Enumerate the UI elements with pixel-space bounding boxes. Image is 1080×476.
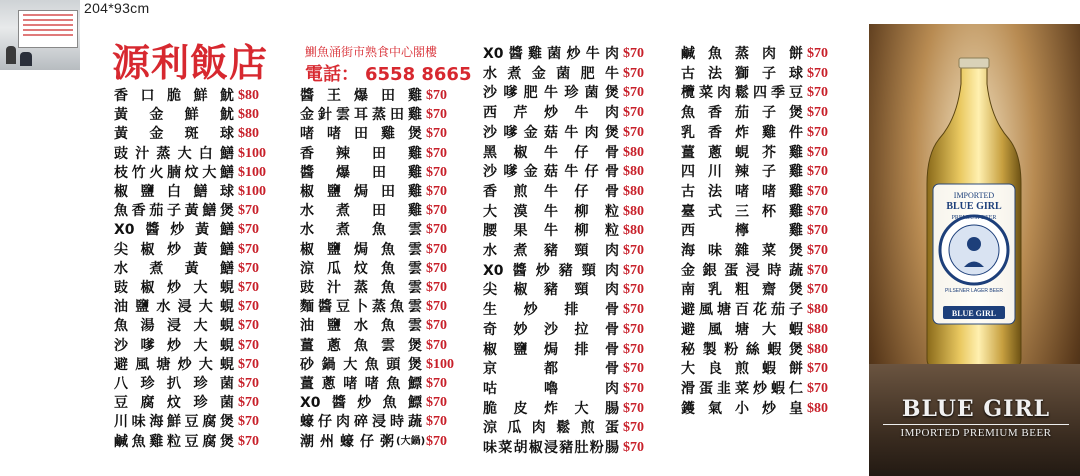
menu-item-name: 四川辣子雞 [681,164,803,181]
menu-item-price: $70 [807,144,828,160]
menu-item-name: 啫啫田雞煲 [300,126,422,143]
menu-item-name: 西檸雞 [681,223,803,240]
menu-item-price: $100 [238,145,266,161]
menu-item-name: 避風塘大蝦 [681,321,803,338]
menu-item-name: 欖菜肉鬆四季豆 [681,85,803,102]
menu-item-price: $80 [623,203,644,219]
thumbnail-menu-board [18,10,78,48]
menu-item-price: $70 [807,223,828,239]
bottle-label-sub: PREMIUM BEER [951,215,997,221]
menu-item-name: 奇妙沙拉骨 [483,321,619,338]
menu-item-price: $80 [807,321,828,337]
menu-item-name: 沙嗲炒大蜆 [114,337,234,354]
menu-item-name: 豉椒炒大蜆 [114,280,234,296]
phone-label: 電話： [305,64,359,85]
menu-item-price: $80 [623,223,644,239]
menu-item-name: X0醬雞菌炒牛肉 [483,46,619,62]
menu-item-price: $70 [807,65,828,81]
bottle-label-ring: PILSENER LAGER BEER [944,288,1004,294]
menu-item-name: 避風塘百花茄子 [681,302,803,319]
menu-item-name: 臺式三杯雞 [681,203,803,220]
menu-item-price: $80 [807,400,828,416]
menu-item-name: 滑蛋韭菜炒蝦仁 [681,380,803,397]
menu-item-name: 南乳粗齋煲 [681,282,803,299]
menu-item-price: $70 [426,88,447,103]
menu-item-price: $70 [238,337,259,353]
menu-item-name: 麵醬豆卜蒸魚雲 [300,299,422,316]
menu-item-price: $70 [426,376,447,391]
menu-item-price: $70 [238,222,259,238]
menu-item-price: $70 [623,65,644,81]
menu-item-price: $70 [426,241,447,257]
menu-item-name: 沙嗲金菇牛仔骨 [483,164,619,181]
menu-item-price: $70 [238,280,259,295]
menu-item-price: $100 [238,164,266,180]
menu-item-price: $70 [426,299,447,315]
menu-item-price: $70 [807,361,828,377]
menu-item-name: 涼瓜炆魚雲 [300,260,422,277]
menu-item-name: 枝竹火腩炆大鱔 [114,164,234,181]
menu-item-price: $70 [807,203,828,219]
menu-item-price: $70 [807,183,828,199]
menu-item-name: 黃金斑球 [114,126,234,143]
menu-item-name: 生炒排骨 [483,302,619,319]
menu-item-price: $70 [623,262,644,278]
menu-item-name: 砂鍋大魚頭煲 [300,356,422,373]
menu-item-price: $70 [807,85,828,101]
menu-item-price: $70 [426,337,447,353]
menu-item-name: 水煮黃鱔 [114,260,234,277]
menu-item-price: $70 [807,262,828,278]
menu-item-price: $100 [426,356,454,372]
menu-item-name: 水煮豬頸肉 [483,243,619,259]
menu-item-price: $70 [807,105,828,121]
menu-item-price: $70 [426,280,447,295]
menu-item-price: $80 [807,341,828,357]
menu-item-name: 涼瓜肉鬆煎蛋 [483,420,619,437]
menu-item-name: 尖椒豬頸肉 [483,282,619,299]
bottle-label-brand-band: BLUE GIRL [951,309,997,318]
menu-item-price: $70 [623,380,644,396]
menu-item-price: $100 [238,184,266,199]
menu-item-name: 豆腐炆珍菌 [114,395,234,412]
menu-item-note: (大鍋) [396,435,426,447]
menu-item-name: 豉汁蒸魚雲 [300,280,422,296]
menu-item-price: $70 [807,46,828,61]
menu-item-name: 金銀蛋浸時蔬 [681,262,803,279]
menu-item-name: 古法獅子球 [681,65,803,82]
menu-item-name: 黃金鮮魷 [114,107,234,124]
menu-item-price: $70 [623,361,644,377]
menu-item-price: $70 [238,203,259,219]
menu-item-name: 薑蔥蜆芥雞 [681,144,803,161]
menu-item-name: 薑蔥啫啫魚鰾 [300,376,422,392]
menu-item-price: $70 [623,105,644,121]
menu-item-name: 潮州蠔仔粥 [300,433,394,450]
menu-item-name: 香口脆鮮魷 [114,88,234,104]
menu-item-name: 海味雜菜煲 [681,243,803,259]
menu-item-name: 薑蔥魚雲煲 [300,337,422,354]
menu-item-name: 油鹽水魚雲 [300,318,422,335]
menu-item-name: 黑椒牛仔骨 [483,144,619,161]
menu-item-name: 秘製粉絲蝦煲 [681,341,803,358]
menu-item-name: 豉汁蒸大白鱔 [114,145,234,162]
menu-item-name: 大漠牛柳粒 [483,203,619,220]
menu-item-price: $70 [623,321,644,337]
menu-item-price: $70 [426,222,447,238]
menu-item-price: $70 [238,376,259,391]
menu-item-price: $70 [426,107,447,123]
menu-item-name: 椒鹽焗田雞 [300,184,422,200]
menu-item-price: $70 [426,395,447,411]
menu-item-price: $80 [623,164,644,180]
menu-item-name: 咕嚕肉 [483,380,619,397]
menu-item-price: $70 [807,380,828,396]
restaurant-name: 源利飯店 [112,40,269,85]
menu-item-price: $70 [807,243,828,258]
menu-item-name: 椒鹽焗魚雲 [300,241,422,258]
menu-item-name: 醬爆田雞 [300,164,422,181]
bottle-label-top: IMPORTED [953,191,995,200]
menu-item-name: 鹹魚雞粒豆腐煲 [114,433,234,450]
menu-item-price: $70 [807,124,828,140]
menu-item-name: X0醬炒黃鱔 [114,222,234,239]
menu-item-name: 魚香茄子黃鱔煲 [114,203,234,220]
menu-item-price: $80 [238,88,259,103]
menu-item-name: X0醬炒魚鰾 [300,395,422,412]
menu-item-name: 香辣田雞 [300,145,422,162]
menu-item-name: 鹹魚蒸肉餅 [681,46,803,62]
menu-item-price: $80 [623,144,644,160]
menu-item-name: 尖椒炒黃鱔 [114,241,234,258]
menu-item-name: 脆皮炸大腸 [483,400,619,417]
menu-item-price: $70 [238,414,259,430]
menu-item-name: 椒鹽白鱔球 [114,184,234,200]
menu-item-price: $70 [623,85,644,101]
menu-item-name: 味菜胡椒浸豬肚粉腸 [483,440,619,456]
menu-item-price: $70 [623,282,644,298]
image-size-label: 204*93cm [84,0,150,16]
beer-brand-name: BLUE GIRL [901,396,1051,422]
restaurant-location: 鰂魚涌街市熟食中心閣樓 [305,45,438,59]
menu-item-name: 京都骨 [483,361,619,378]
menu-item-price: $80 [623,183,644,199]
menu-item-name: 古法啫啫雞 [681,183,803,200]
menu-item-name: 魚湯浸大蜆 [114,318,234,335]
menu-item-name: 水煮金菌肥牛 [483,65,619,82]
menu-item-price: $70 [426,318,447,334]
menu-item-price: $80 [238,126,259,142]
thumbnail-person [20,52,32,66]
menu-item-name: 沙嗲肥牛珍菌煲 [483,85,619,102]
menu-item-price: $70 [238,299,259,315]
menu-item-name: 蠔仔肉碎浸時蔬 [300,414,422,431]
menu-item-price: $70 [238,241,259,257]
menu-item-price: $70 [238,433,259,449]
menu-item-name: X0醬炒豬頸肉 [483,262,619,279]
menu-item-price: $70 [807,282,828,298]
menu-item-name: 魚香茄子煲 [681,105,803,122]
menu-item-price: $70 [238,395,259,411]
menu-item-price: $70 [807,164,828,180]
menu-item-name: 水煮田雞 [300,203,422,220]
menu-item-price: $80 [238,107,259,123]
menu-item-price: $70 [426,433,447,449]
menu-item-price: $70 [426,203,447,219]
menu-item-name: 西芹炒牛肉 [483,105,619,122]
menu-item-price: $70 [426,414,447,430]
menu-item-price: $70 [623,124,644,140]
phone-number: 6558 8665 [365,64,472,85]
menu-item-name: 水煮魚雲 [300,222,422,239]
bottle-label-brand: BLUE GIRL [946,201,1002,212]
menu-item-price: $70 [426,260,447,276]
menu-item-price: $70 [623,440,644,455]
menu-item-price: $70 [426,164,447,180]
menu-item-name: 八珍扒珍菌 [114,376,234,392]
menu-item-name: 鑊氣小炒皇 [681,400,803,417]
menu-item-name: 川味海鮮豆腐煲 [114,414,234,431]
menu-item-price: $70 [238,318,259,334]
menu-item-price: $70 [623,302,644,318]
thumbnail-photo [0,0,80,70]
restaurant-phone [305,60,471,86]
menu-item-price: $70 [623,243,644,258]
menu-item-price: $70 [623,400,644,416]
menu-item-price: $70 [623,341,644,357]
thumbnail-person [6,46,16,64]
menu-item-price: $70 [623,420,644,436]
menu-item-price: $70 [426,184,447,199]
menu-item-price: $70 [238,356,259,372]
beer-tagline: IMPORTED PREMIUM BEER [883,424,1069,439]
menu-item-name: 乳香炸雞件 [681,124,803,141]
menu-item-name: 金針雲耳蒸田雞 [300,107,422,124]
menu-item-price: $70 [623,46,644,61]
menu-item-price: $80 [807,302,828,318]
menu-item-name: 香煎牛仔骨 [483,183,619,200]
menu-item-name: 油鹽水浸大蜆 [114,299,234,316]
menu-item-name: 大良煎蝦餅 [681,361,803,378]
menu-item-price: $70 [426,126,447,142]
menu-item-name: 腰果牛柳粒 [483,223,619,240]
menu-item-name: 沙嗲金菇牛肉煲 [483,124,619,141]
menu-item-name: 醬王爆田雞 [300,88,422,104]
menu-item-price: $70 [426,145,447,161]
beer-advertisement [869,24,1080,476]
menu-item-name: 避風塘炒大蜆 [114,356,234,373]
menu-item-price: $70 [238,260,259,276]
menu-item-name: 椒鹽焗排骨 [483,341,619,358]
